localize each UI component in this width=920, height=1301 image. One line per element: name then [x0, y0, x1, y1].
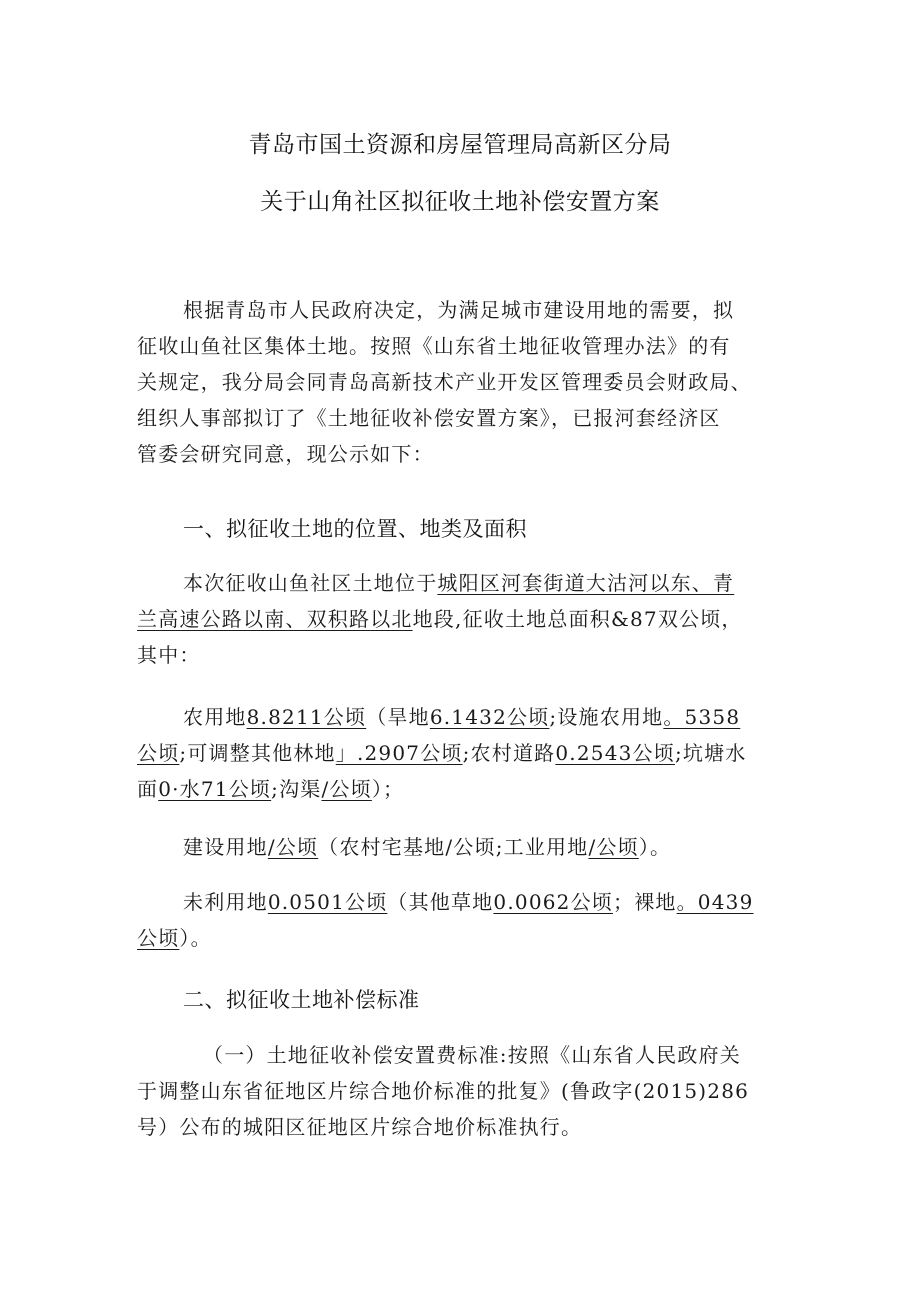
total-area-text: 地段,征收土地总面积&87双公顷，	[412, 607, 743, 631]
location-line	[137, 601, 789, 637]
grassland-label: （其他草地	[387, 890, 494, 914]
forest-land-value: 」.2907公顷	[335, 741, 463, 765]
farmland-total-value: 8.8211公顷	[246, 705, 367, 729]
forest-land-label: ;可调整其他林地	[179, 741, 336, 765]
unused-land-paragraph	[137, 884, 789, 956]
unused-close: ）。	[179, 926, 212, 950]
dryland-value: 6.1432公顷	[429, 705, 550, 729]
intro-line: 组织人事部拟订了《土地征收补偿安置方案》，已报河套经济区	[137, 406, 721, 430]
construction-label: 建设用地	[183, 835, 268, 859]
industrial-land-value: /公顷	[588, 835, 639, 859]
farmland-line	[137, 771, 789, 807]
unused-line	[137, 884, 789, 920]
construction-close: ）。	[638, 835, 672, 859]
location-area-underlined: 兰高速公路以南、双积路以北	[137, 607, 413, 631]
location-line: 其中：	[137, 643, 201, 667]
compensation-standard-paragraph	[137, 1037, 789, 1145]
construction-value: /公顷	[267, 835, 319, 859]
pond-value: 0·水71公顷	[158, 777, 272, 801]
standard-line: （一）土地征收补偿安置费标准:按照《山东省人民政府关	[203, 1043, 741, 1067]
dryland-label: （旱地	[366, 705, 430, 729]
farmland-line	[137, 699, 789, 735]
section-1-heading: 一、拟征收土地的位置、地类及面积	[183, 517, 527, 541]
bare-land-unit: 公顷	[137, 926, 180, 950]
intro-line: 管委会研究同意，现公示如下：	[137, 442, 434, 466]
ditch-label: ;沟渠	[271, 777, 322, 801]
intro-line: 征收山鱼社区集体土地。按照《山东省土地征收管理办法》的有	[137, 334, 731, 358]
bare-land-value: 。0439	[676, 890, 754, 914]
construction-line	[137, 829, 789, 865]
unused-line	[137, 920, 789, 956]
document-title-line-1: 青岛市国土资源和房屋管理局高新区分局	[248, 132, 672, 158]
ditch-value: /公顷	[321, 777, 372, 801]
unused-label: 未利用地	[183, 890, 268, 914]
intro-line: 关规定，我分局会同青岛高新技术产业开发区管理委员会财政局、	[137, 370, 752, 394]
location-line	[137, 565, 789, 601]
facility-land-unit: 公顷	[137, 741, 180, 765]
rural-road-label: ;农村道路	[462, 741, 556, 765]
rural-road-value: 0.2543公顷	[555, 741, 675, 765]
standard-line: 于调整山东省征地区片综合地价标准的批复》(鲁政字(2015)286	[137, 1079, 750, 1103]
farmland-label: 农用地	[183, 705, 247, 729]
document-title-line-2: 关于山角社区拟征收土地补偿安置方案	[260, 189, 660, 215]
standard-line: 号）公布的城阳区征地区片综合地价标准执行。	[137, 1115, 583, 1139]
farmland-line	[137, 735, 789, 771]
facility-land-label: ;设施农用地	[549, 705, 664, 729]
pond-label-cont: 面	[137, 777, 159, 801]
farmland-close: ）；	[371, 777, 405, 801]
bare-land-label: ；裸地	[613, 890, 677, 914]
farmland-paragraph	[137, 699, 789, 807]
location-paragraph	[137, 565, 789, 673]
location-text: 本次征收山鱼社区土地位于	[183, 571, 438, 595]
intro-line: 根据青岛市人民政府决定，为满足城市建设用地的需要，拟	[183, 298, 735, 322]
facility-land-value: 。5358	[663, 705, 741, 729]
pond-label: ;坑塘水	[674, 741, 747, 765]
construction-land-paragraph	[137, 829, 789, 865]
homestead-industrial-text: （农村宅基地/公顷;工业用地	[318, 835, 589, 859]
section-2-heading: 二、拟征收土地补偿标准	[183, 988, 420, 1012]
location-area-underlined: 城阳区河套街道大沽河以东、青	[437, 571, 735, 595]
intro-paragraph	[137, 292, 789, 472]
grassland-value: 0.0062公顷	[493, 890, 613, 914]
unused-value: 0.0501公顷	[267, 890, 388, 914]
